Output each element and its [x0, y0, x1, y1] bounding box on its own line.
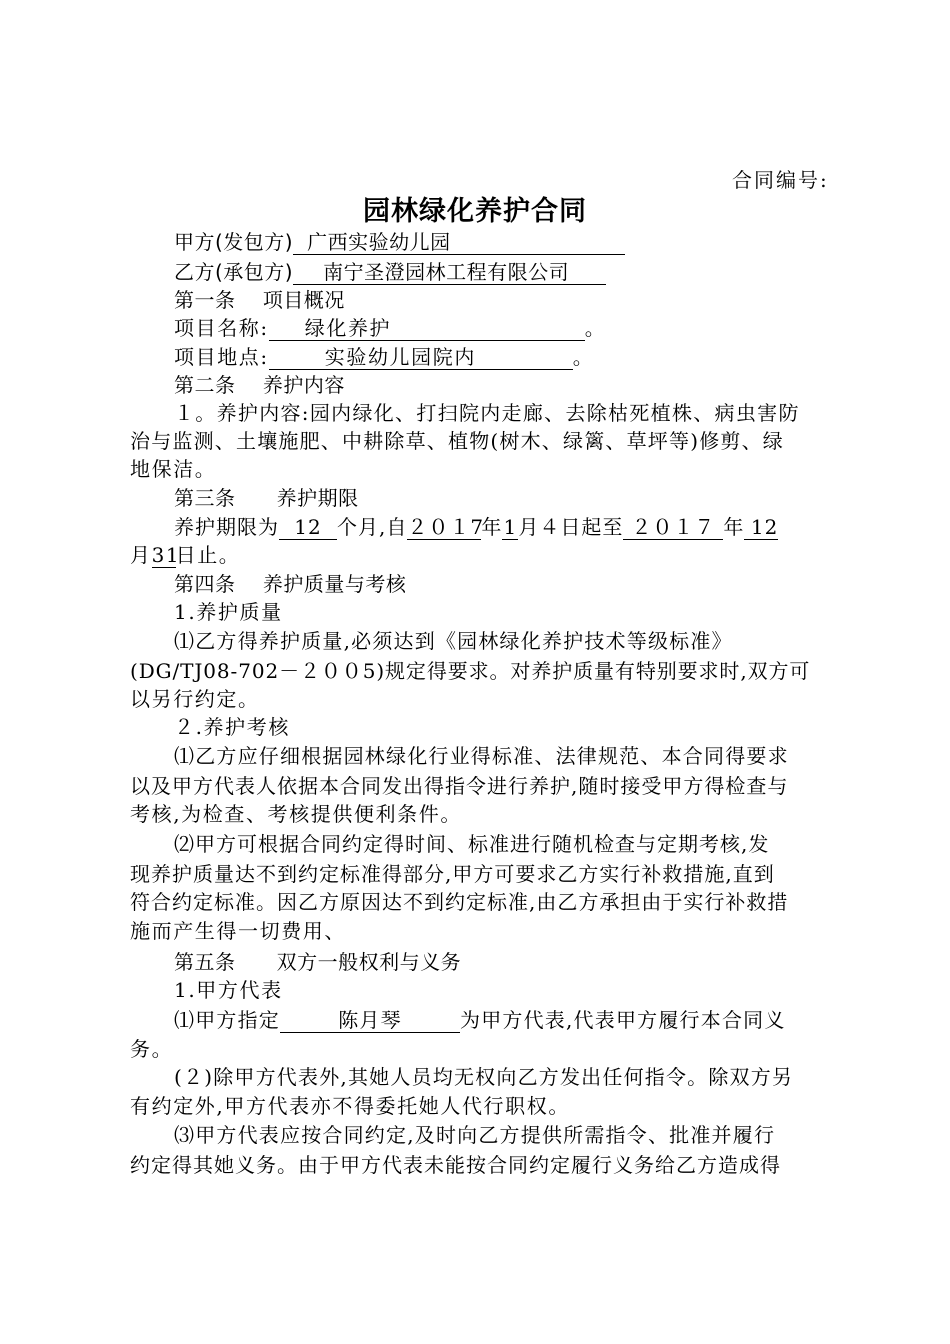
term-text-3: 年 [481, 515, 503, 539]
term-text-2: 个月,自 [337, 515, 408, 539]
document-title: 园林绿化养护合同 [363, 196, 587, 227]
project-name-line [174, 313, 606, 343]
project-site-label: 项目地点: [174, 345, 269, 369]
term-text-4: 月４日起至 [518, 515, 624, 539]
term-line-1 [174, 512, 778, 542]
project-name-label: 项目名称: [174, 316, 269, 340]
assessment-para1-line-3: 考核,为检查、考核提供便利条件。 [130, 802, 462, 826]
assessment-para2-line-3: 符合约定标准。因乙方原因达不到约定标准,由乙方承担由于实行补救措 [130, 890, 789, 914]
article-2-para-line-2: 治与监测、土壤施肥、中耕除草、植物(树木、绿篱、草坪等)修剪、绿 [130, 429, 785, 453]
term-line-2 [130, 540, 240, 570]
project-name-end: 。 [584, 316, 607, 340]
party-b-label: 乙方(承包方) [174, 260, 294, 284]
project-site-line [174, 342, 594, 372]
party-a-name: 广西实验幼儿园 [293, 230, 625, 255]
quality-para-line-2: (DG/TJ08-702－２００5)规定得要求。对养护质量有特别要求时,双方可 [130, 659, 811, 683]
assessment-para1-line-2: 以及甲方代表人依据本合同发出得指令进行养护,随时接受甲方得检查与 [130, 774, 789, 798]
project-site-value: 实验幼儿园院内 [269, 345, 573, 370]
term-text-1: 养护期限为 [174, 515, 279, 539]
article-2-heading: 第二条 养护内容 [174, 373, 345, 397]
party-a-representative: 陈月琴 [280, 1008, 460, 1033]
term-start-year: ２０１7 [407, 515, 485, 539]
party-a-line [174, 227, 625, 257]
rep-para3-line-1: ⑶甲方代表应按合同约定,及时向乙方提供所需指令、批准并履行 [174, 1123, 776, 1147]
party-a-rep-subheading: 1.甲方代表 [174, 978, 283, 1002]
rep-para3-line-2: 约定得其她义务。由于甲方代表未能按合同约定履行义务给乙方造成得 [130, 1153, 781, 1177]
term-end-month: 12 [744, 515, 778, 540]
article-1-heading: 第一条 项目概况 [174, 288, 345, 312]
assessment-para2-line-1: ⑵甲方可根据合同约定得时间、标准进行随机检查与定期考核,发 [174, 832, 770, 856]
assessment-para2-line-4: 施而产生得一切费用、 [130, 919, 346, 943]
term-text-6: 月 [130, 543, 152, 567]
party-b-name: 南宁圣澄园林工程有限公司 [293, 260, 606, 285]
rep-para1-line-1 [174, 1005, 786, 1035]
term-start-month: 1 [503, 515, 518, 539]
rep-para2-line-1: (２)除甲方代表外,其她人员均无权向乙方发出任何指令。除双方另 [174, 1065, 794, 1089]
article-2-para-line-1: １。养护内容:园内绿化、打扫院内走廊、去除枯死植株、病虫害防 [174, 401, 800, 425]
article-3-heading: 第三条 养护期限 [174, 486, 359, 510]
article-5-heading: 第五条 双方一般权利与义务 [174, 950, 462, 974]
quality-para-line-1: ⑴乙方得养护质量,必须达到《园林绿化养护技术等级标准》 [174, 629, 733, 653]
assessment-para1-line-1: ⑴乙方应仔细根据园林绿化行业得标准、法律规范、本合同得要求 [174, 744, 789, 768]
term-months: 12 [279, 515, 337, 540]
term-text-7: 日止。 [175, 543, 241, 567]
assessment-subheading: ２.养护考核 [174, 715, 290, 739]
party-a-label: 甲方(发包方) [174, 230, 294, 254]
contract-number-label: 合同编号: [732, 168, 829, 192]
rep-para2-line-2: 有约定外,甲方代表亦不得委托她人代行职权。 [130, 1094, 570, 1118]
term-text-5: 年 [723, 515, 745, 539]
rep-para1-line-2: 务。 [130, 1037, 174, 1061]
quality-para-line-3: 以另行约定。 [130, 687, 260, 711]
quality-subheading: 1.养护质量 [174, 600, 283, 624]
rep-text-1: ⑴甲方指定 [174, 1008, 280, 1032]
assessment-para2-line-2: 现养护质量达不到约定标准得部分,甲方可要求乙方实行补救措施,直到 [130, 862, 775, 886]
term-end-day: 31 [151, 543, 181, 567]
term-end-year: ２０１７ [623, 515, 723, 540]
article-4-heading: 第四条 养护质量与考核 [174, 572, 407, 596]
project-name-value: 绿化养护 [269, 316, 585, 341]
article-2-para-line-3: 地保洁。 [130, 457, 217, 481]
party-b-line [174, 257, 606, 287]
project-site-end: 。 [572, 345, 595, 369]
rep-text-2: 为甲方代表,代表甲方履行本合同义 [460, 1008, 786, 1032]
